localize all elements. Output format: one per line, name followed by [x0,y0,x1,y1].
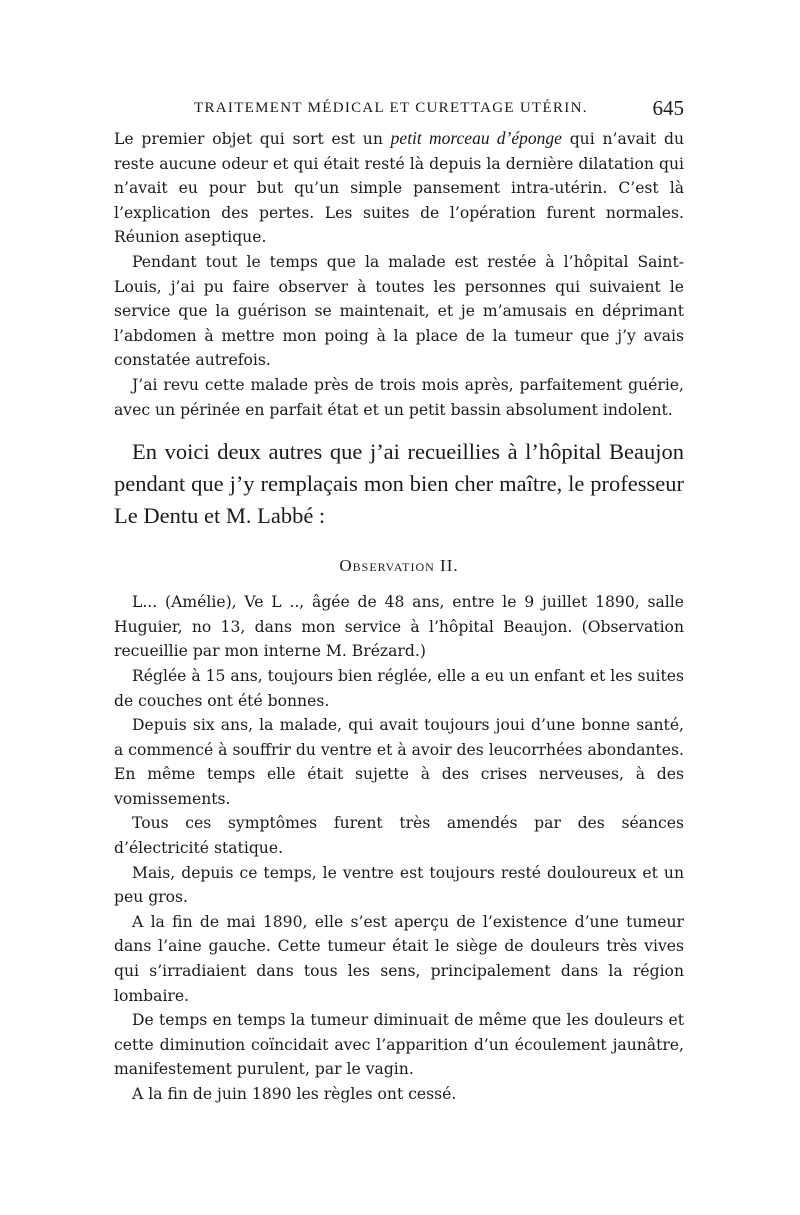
observation-paragraph: L... (Amélie), Ve L .., âgée de 48 ans, entre le 9 juillet 1890, salle Huguier, no 13, dans mon service à l’hôpital Beaujon. (Observation recueillie par mon interne M. Brézard.) [114,593,684,661]
paragraph-hospital-stay: Pendant tout le temps que la malade est restée à l’hôpital Saint-Louis, j’ai pu faire observer à toutes les personnes qui suivaient le service que la guérison se maintenait, et je m’amusais en déprimant l’abdomen à mettre mon poing à la place de la tumeur que j’y avais constatée autrefois. [114,252,684,370]
page-number: 645 [652,96,684,120]
observation-paragraph: A la fin de mai 1890, elle s’est aperçu de l’existence d’une tumeur dans l’aine gauche. Cette tumeur était le siège de douleurs très vives qui s’irradiaient dans tous les sens, principalement dans la région lombaire. [114,912,684,1005]
observation-paragraph: Tous ces symptômes furent très amendés par des séances d’électricité statique. [114,814,684,858]
paragraph-follow-up: J’ai revu cette malade près de trois mois après, parfaitement guérie, avec un périnée en parfait état et un petit bassin absolument indolent. [114,375,684,419]
paragraph-sponge-end: qui n’avait du reste aucune odeur et qui était resté là depuis la dernière dilatation qui n’avait eu pour but qu’un simple pansement intra-utérin. C’est là l’explication des pertes. Les suites de l’opération furent normales. Réunion aseptique. [114,130,684,247]
paragraph-sponge-start: Le premier objet qui sort est un [114,130,391,148]
running-head [114,96,684,124]
observation-paragraph: A la fin de juin 1890 les règles ont cessé. [132,1085,457,1103]
observation-body [114,590,684,1106]
observation-paragraph: Depuis six ans, la malade, qui avait toujours joui d’une bonne santé, a commencé à souffrir du ventre et à avoir des leucorrhées abondantes. En même temps elle était sujette à des crises nerveuses, à des vomissements. [114,716,684,808]
book-page [114,96,684,1107]
running-title: TRAITEMENT MÉDICAL ET CURETTAGE UTÉRIN. [194,100,588,116]
observation-title: Observation II. [339,556,459,576]
observation-paragraph: Mais, depuis ce temps, le ventre est toujours resté douloureux et un peu gros. [114,863,684,907]
paragraph-sponge [114,126,684,250]
observation-paragraph: De temps en temps la tumeur diminuait de même que les douleurs et cette diminution coïncidait avec l’apparition d’un écoulement jaunâtre, manifestement purulent, par le vagin. [114,1011,684,1079]
intro-paragraph: En voici deux autres que j’ai recueillies à l’hôpital Beaujon pendant que j’y remplaçais mon bien cher maître, le professeur Le Dentu et M. Labbé : [114,439,684,529]
italic-phrase: petit morceau d’éponge [390,128,562,148]
observation-paragraph: Réglée à 15 ans, toujours bien réglée, elle a eu un enfant et les suites de couches ont été bonnes. [114,666,684,710]
text-block-previous-case [114,126,684,422]
